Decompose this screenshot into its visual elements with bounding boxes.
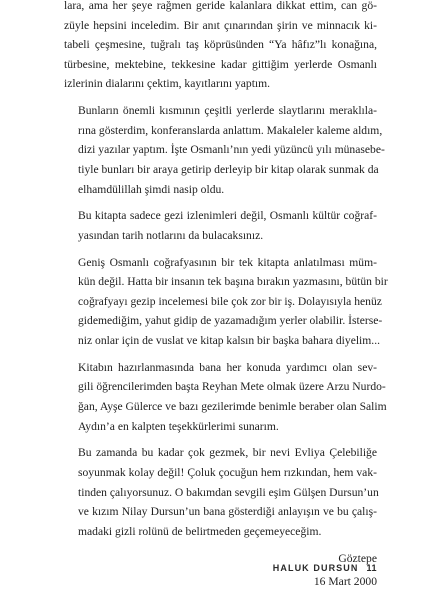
text-line: Bu zamanda bu kadar çok gezmek, bir nevi Evliya Çelebiliğe: [78, 446, 377, 460]
text-line: coğrafyayı gezip incelemesi bile çok zor bir iş. Dolayısıyla henüz: [78, 294, 382, 308]
text-line: Kitabın hazırlanmasında bana her konuda yardımcı olan sev-: [78, 360, 377, 374]
signoff-date: 16 Mart 2000: [313, 575, 377, 589]
paragraph-2: [64, 101, 385, 199]
page-footer: [273, 563, 377, 573]
text-line: ve kızım Nilay Dursun’un bana gösterdiği anlayışın ve bu çalış-: [78, 505, 377, 519]
text-line: ğan, Ayşe Gülerce ve bazı gezilerimde benimle beraber olan Salim: [78, 400, 387, 414]
text-line: tiyle bunları bir araya getirip derleyip bir kitap olarak sunmak da: [78, 162, 379, 176]
text-line: tinden çalıyorsunuz. O bakımdan sevgili eşim Gülşen Dursun’un: [78, 485, 379, 499]
text-line: dizi yazılar yaptım. İşte Osmanlı’nın yedi yüzüncü yılı münasebe-: [78, 143, 385, 157]
paragraph-1: [64, 0, 377, 94]
text-line: Bunların önemli kısmının çeşitli yerlerde slaytlarını meraklıla-: [78, 104, 377, 118]
text-line: madaki gizli rolünü de belirtmeden geçemeyeceğim.: [78, 524, 322, 538]
text-line: tabeli çeşmesine, tuğralı taş köprüsünden “Ya hâfız”lı konağına,: [64, 38, 377, 52]
text-line: niz onlar için de vuslat ve kitap kalsın bir başka bahara diyelim...: [78, 334, 380, 348]
running-footer-author: HALUK DURSUN: [272, 563, 359, 573]
text-line: Aydın’a en kalpten teşekkürlerimi sunarım.: [78, 419, 279, 433]
paragraph-3: [64, 206, 377, 245]
text-line: Bu kitapta sadece gezi izlenimleri değil, Osmanlı kültür coğraf-: [78, 209, 377, 223]
paragraph-6: [64, 443, 377, 541]
text-line: türbesine, mektebine, tekkesine kadar gittiğim yerlerde Osmanlı: [64, 57, 377, 71]
text-line: elhamdülillah şimdi nasip oldu.: [78, 182, 225, 196]
text-line: gidemediğim, yahut gidip de yazamadığım yerler olabilir. İsterse-: [78, 314, 383, 328]
text-line: Geniş Osmanlı coğrafyasının bir tek kitapta anlatılması müm-: [78, 255, 377, 269]
text-line: kün değil. Hatta bir insanın tek başına bırakın yazmasını, bütün bir: [78, 275, 388, 289]
page-number: 11: [366, 563, 377, 573]
text-line: züyle hepsini inceledim. Bir anıt çınarından şirin ve minnacık ki-: [64, 18, 377, 32]
text-line: lara, ama her şeye rağmen geride kalanlara dikkat ettim, can gö-: [64, 0, 377, 12]
body-text: [64, 0, 388, 592]
paragraph-5: [64, 358, 387, 436]
text-line: izlerinin dialarını çektim, kayıtlarını yaptım.: [64, 77, 271, 91]
text-line: soyunmak kolay değil! Çoluk çocuğun hem rızkından, hem vak-: [78, 466, 377, 479]
signoff-place: Göztepe: [338, 551, 377, 565]
text-line: rına gösterdim, konferanslarda anlattım. Makaleler kaleme aldım,: [78, 123, 383, 137]
text-line: yasından tarih notlarını da bulacaksınız.: [78, 228, 264, 242]
text-line: gili öğrencilerimden başta Reyhan Mete olmak üzere Arzu Nurdo-: [78, 380, 386, 394]
paragraph-4: [64, 253, 388, 351]
